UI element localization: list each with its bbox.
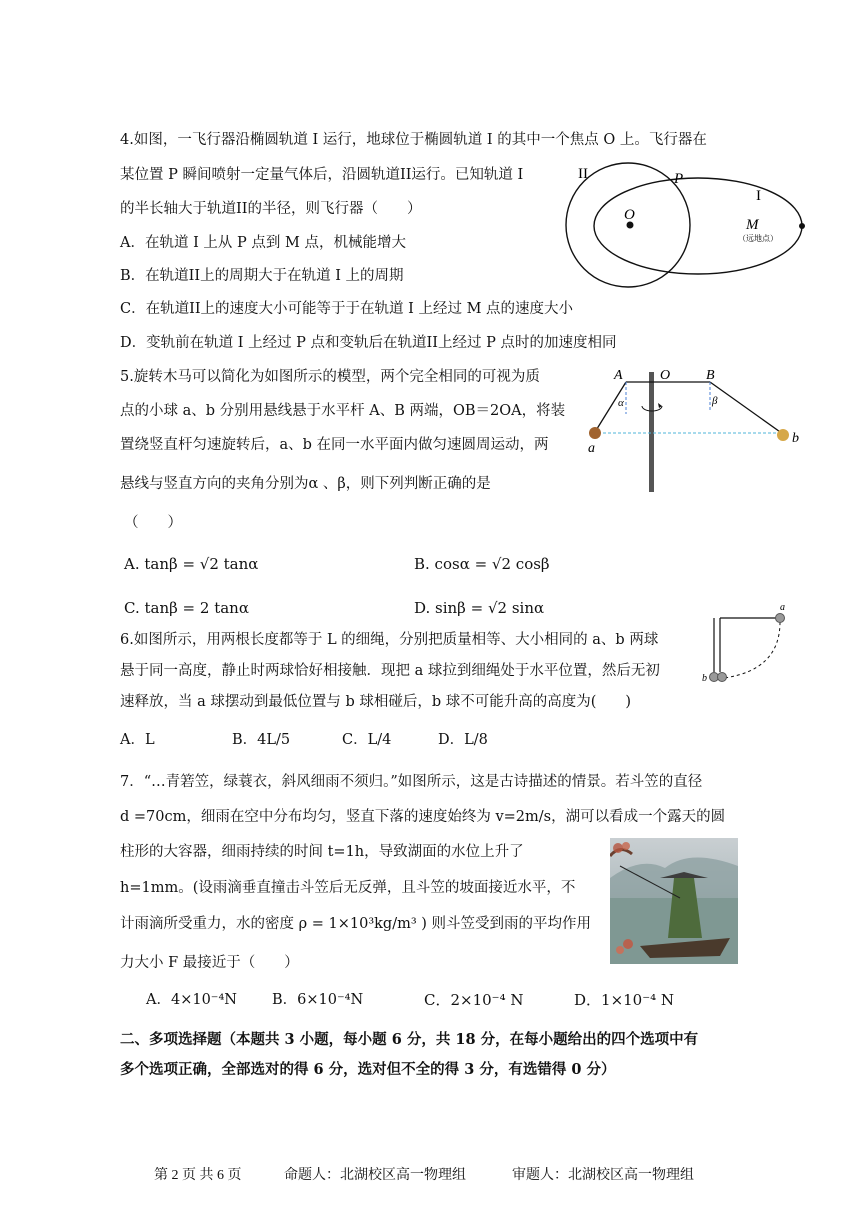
q7-option-b: B．6×10⁻⁴N xyxy=(272,992,364,1008)
q7-option-a: A．4×10⁻⁴N xyxy=(146,992,237,1008)
q5-option-a: A. tanβ = √2 tanα xyxy=(124,555,259,573)
q5-option-b: B. cosα = √2 cosβ xyxy=(414,555,550,573)
q7-stem-line1: 7．“…青箬笠，绿蓑衣，斜风细雨不须归。”如图所示，这是古诗描述的情景。若斗笠的直径 xyxy=(120,774,703,790)
string-b xyxy=(710,382,783,434)
footer-reviewer: 审题人：北湖校区高一物理组 xyxy=(512,1168,694,1183)
label-orbit-ii: II xyxy=(578,166,588,182)
label-b-end: B xyxy=(706,368,715,383)
q4-stem-line1: 4.如图，一飞行器沿椭圆轨道 I 运行，地球位于椭圆轨道 I 的其中一个焦点 O 上。飞行器在 xyxy=(120,132,707,148)
q6-option-a: A．L xyxy=(120,732,155,748)
q4-option-c: C．在轨道II上的速度大小可能等于于在轨道 I 上经过 M 点的速度大小 xyxy=(120,301,574,317)
q4-option-b: B．在轨道II上的周期大于在轨道 I 上的周期 xyxy=(120,268,404,284)
section2-heading-line2: 多个选项正确，全部选对的得 6 分，选对但不全的得 3 分，有选错得 0 分） xyxy=(120,1061,616,1078)
point-m-dot xyxy=(799,223,805,229)
label-alpha: α xyxy=(618,397,624,409)
q4-option-a: A．在轨道 I 上从 P 点到 M 点，机械能增大 xyxy=(120,235,406,251)
q5-stem-line1: 5.旋转木马可以简化为如图所示的模型，两个完全相同的可视为质 xyxy=(120,369,540,385)
label-beta: β xyxy=(712,395,718,407)
q5-option-d: D. sinβ = √2 sinα xyxy=(414,599,545,617)
q5-answer-paren: （ ） xyxy=(124,515,182,531)
label-far-point: （远地点） xyxy=(738,234,778,243)
swing-path xyxy=(724,622,780,678)
label-m: M xyxy=(746,217,759,233)
q4-stem-line3: 的半长轴大于轨道II的半径，则飞行器（ ） xyxy=(120,201,422,217)
q5-stem-line4: 悬线与竖直方向的夹角分别为α 、β，则下列判断正确的是 xyxy=(120,476,491,492)
q7-option-c: C．2×10⁻⁴ N xyxy=(424,991,524,1009)
label-ball-b: b xyxy=(702,673,707,684)
ball-a-raised xyxy=(776,614,785,623)
q5-option-c: C. tanβ = 2 tanα xyxy=(124,599,249,617)
footer-page-number: 第 2 页 共 6 页 xyxy=(154,1168,242,1183)
q6-stem-line3: 速释放，当 a 球摆动到最低位置与 b 球相碰后，b 球不可能升高的高度为( ) xyxy=(120,694,632,710)
label-o-center: O xyxy=(660,368,671,383)
label-o: O xyxy=(624,207,635,223)
label-p: P xyxy=(674,171,684,187)
q6-stem-line1: 6.如图所示，用两根长度都等于 L 的细绳，分别把质量相等、大小相同的 a、b 两球 xyxy=(120,632,659,648)
q4-stem-line2: 某位置 P 瞬间喷射一定量气体后，沿圆轨道II运行。已知轨道 I xyxy=(120,167,524,183)
q7-stem-line2: d =70cm，细雨在空中分布均匀，竖直下落的速度始终为 v=2m/s，湖可以看成一个露天的圆 xyxy=(120,809,726,825)
q6-option-b: B．4L/5 xyxy=(232,732,291,748)
q7-stem-line6: 力大小 F 最接近于（ ） xyxy=(120,955,299,971)
q5-stem-line2: 点的小球 a、b 分别用悬线悬于水平杆 A、B 两端，OB＝2OA，将装 xyxy=(120,403,566,419)
label-ball-a: a xyxy=(780,602,785,613)
q6-stem-line2: 悬于同一高度，静止时两球恰好相接触．现把 a 球拉到细绳处于水平位置，然后无初 xyxy=(120,663,660,679)
q4-option-d: D．变轨前在轨道 I 上经过 P 点和变轨后在轨道II上经过 P 点时的加速度相同 xyxy=(120,335,617,351)
label-ball-a: a xyxy=(588,441,595,456)
q5-stem-line3: 置绕竖直杆匀速旋转后，a、b 在同一水平面内做匀速圆周运动，两 xyxy=(120,437,549,453)
q7-fisherman-illustration xyxy=(610,838,738,964)
q6-option-c: C．L/4 xyxy=(342,732,392,748)
q6-option-d: D．L/8 xyxy=(438,732,488,748)
q7-stem-line3: 柱形的大容器，细雨持续的时间 t=1h，导致湖面的水位上升了 xyxy=(120,844,524,860)
vertical-rod xyxy=(649,372,654,492)
label-orbit-i: I xyxy=(756,188,761,204)
q5-carousel-diagram xyxy=(584,364,814,496)
section2-heading-line1: 二、多项选择题（本题共 3 小题，每小题 6 分，共 18 分，在每小题给出的四个选项中有 xyxy=(120,1031,699,1048)
label-ball-b: b xyxy=(792,431,799,446)
ball-b xyxy=(777,429,789,441)
label-a-end: A xyxy=(614,368,623,383)
q6-pendulum-diagram xyxy=(700,600,800,690)
q4-orbit-diagram xyxy=(560,160,810,290)
q7-stem-line5: 计雨滴所受重力，水的密度 ρ = 1×10³kg/m³ ) 则斗笠受到雨的平均作用 xyxy=(120,916,592,932)
orbit-ellipse-i xyxy=(594,178,802,274)
q7-stem-line4: h=1mm。(设雨滴垂直撞击斗笠后无反弹，且斗笠的坡面接近水平，不 xyxy=(120,880,576,896)
q7-option-d: D．1×10⁻⁴ N xyxy=(574,991,675,1009)
footer-author: 命题人：北湖校区高一物理组 xyxy=(284,1168,466,1183)
ball-a xyxy=(589,427,601,439)
ball-a-lowest xyxy=(718,673,727,682)
